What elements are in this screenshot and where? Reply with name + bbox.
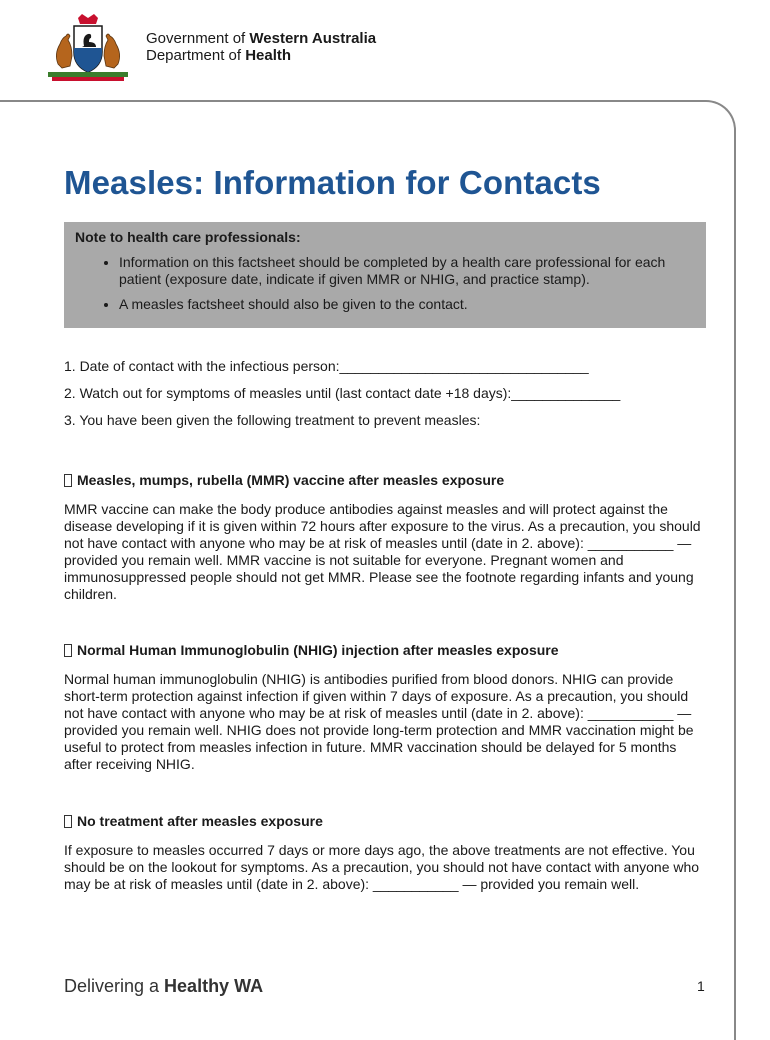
dept-prefix: Department of	[146, 47, 246, 64]
checkbox-icon[interactable]	[64, 644, 72, 657]
section-heading-text: Measles, mumps, rubella (MMR) vaccine after measles exposure	[77, 472, 505, 488]
page-title: Measles: Information for Contacts	[64, 164, 601, 201]
section-nhig-injection	[64, 641, 704, 773]
note-bullet: • A measles factsheet should also be given to the contact.	[119, 296, 694, 313]
footer-bold: Healthy WA	[164, 976, 264, 996]
section-mmr-vaccine	[64, 471, 704, 603]
section-body: Normal human immunoglobulin (NHIG) is antibodies purified from blood donors. NHIG can provide short-term protection against infection if given within 7 days of exposure. As a precaution, you should not have contact with anyone who may be at risk of measles until (date in 2. above): ___________ — provided you remain well. NHIG does not provide long-term protection and MMR vaccination might be useful to protect from measles infection in future. MMR vaccination should be delayed for 5 months after receiving NHIG.	[64, 671, 694, 772]
section-no-treatment	[64, 812, 704, 893]
government-header	[146, 30, 376, 64]
step-item: 3. You have been given the following treatment to prevent measles:	[64, 412, 481, 428]
gov-prefix: Government of	[146, 30, 250, 47]
government-line	[146, 30, 376, 47]
section-heading	[64, 812, 704, 830]
note-bullet-list	[75, 254, 694, 313]
dept-name: Health	[245, 47, 292, 64]
step-item: 2. Watch out for symptoms of measles until (last contact date +18 days):______________	[64, 385, 621, 401]
section-heading	[64, 641, 704, 659]
page-number: 1	[697, 978, 705, 994]
footer-prefix: Delivering a	[64, 976, 165, 996]
health-professional-note	[64, 222, 706, 328]
section-body: If exposure to measles occurred 7 days or more days ago, the above treatments are not effective. You should be on the lookout for symptoms. As a precaution, you should not have contact with anyone who may be at risk of measles until (date in 2. above): ___________ — provided you remain well.	[64, 842, 700, 892]
department-line	[146, 47, 376, 64]
note-bullet: • Information on this factsheet should be completed by a health care professional for each patient (exposure date, indicate if given MMR or NHIG, and practice stamp).	[119, 254, 694, 288]
checkbox-icon[interactable]	[64, 815, 72, 828]
checkbox-icon[interactable]	[64, 474, 72, 487]
footer-slogan	[64, 976, 263, 997]
section-body: MMR vaccine can make the body produce antibodies against measles and will protect against the disease developing if it is given within 72 hours after exposure to the virus. As a precaution, you should not have contact with anyone who may be at risk of measles until (date in 2. above): ___________ — provided you remain well. MMR vaccine is not suitable for everyone. Pregnant women and immunosuppressed people should not get MMR. Please see the footnote regarding infants and young children.	[64, 501, 701, 602]
steps-list	[64, 356, 620, 437]
gov-name: Western Australia	[249, 30, 377, 47]
wa-coat-of-arms-logo	[44, 14, 132, 84]
section-heading	[64, 471, 704, 489]
note-heading: Note to health care professionals:	[75, 229, 301, 245]
step-item: 1. Date of contact with the infectious person:________________________________	[64, 358, 589, 374]
section-heading-text: Normal Human Immunoglobulin (NHIG) injection after measles exposure	[77, 642, 559, 658]
section-heading-text: No treatment after measles exposure	[77, 813, 323, 829]
